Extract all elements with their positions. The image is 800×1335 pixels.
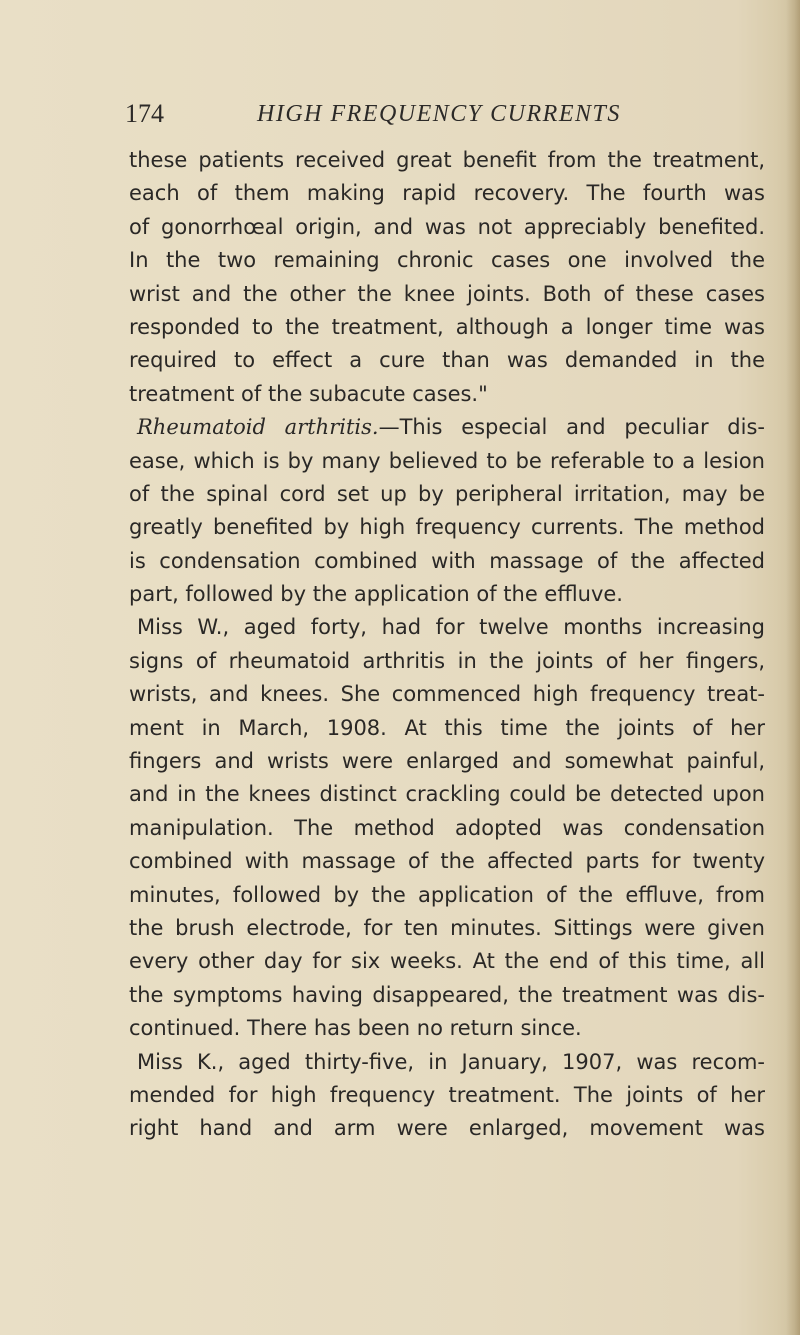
text-line: wrists, and knees. She commenced high frequency treat- — [129, 682, 765, 707]
text-line: signs of rheumatoid arthritis in the joints of her fingers, — [129, 648, 765, 673]
text-line: is condensation combined with massage of the affected — [129, 548, 765, 573]
text-line: Miss K., aged thirty-five, in January, 1907, was recom- — [137, 1049, 765, 1074]
text-line: Miss W., aged forty, had for twelve months increasing — [137, 615, 765, 640]
text-line: every other day for six weeks. At the end of this time, all — [129, 949, 765, 974]
page-edge-shadow — [786, 0, 800, 1335]
text-line: treatment of the subacute cases." — [129, 381, 488, 406]
text-line: each of them making rapid recovery. The fourth was — [129, 181, 765, 206]
text-line: wrist and the other the knee joints. Both of these cases — [129, 281, 765, 306]
text-line: right hand and arm were enlarged, movement was — [129, 1116, 765, 1141]
text-line: and in the knees distinct crackling could be detected upon — [129, 782, 765, 807]
section-heading-line — [129, 411, 765, 444]
text-line: these patients received great benefit from the treatment, — [129, 148, 765, 172]
text-line: fingers and wrists were enlarged and somewhat painful, — [129, 749, 765, 774]
text-line: continued. There has been no return since. — [129, 1016, 582, 1041]
text-line: ment in March, 1908. At this time the joints of her — [129, 715, 765, 740]
text-line: manipulation. The method adopted was condensation — [129, 815, 765, 840]
text-line: combined with massage of the affected parts for twenty — [129, 849, 765, 874]
text-line: responded to the treatment, although a longer time was — [129, 314, 765, 339]
text-line: greatly benefited by high frequency currents. The method — [129, 515, 765, 540]
text-line: required to effect a cure than was demanded in the — [129, 348, 765, 373]
body-text — [129, 144, 765, 1146]
page-number: 174 — [125, 99, 164, 128]
page-header — [0, 97, 800, 137]
text-line: the brush electrode, for ten minutes. Sittings were given — [129, 915, 765, 940]
running-title: HIGH FREQUENCY CURRENTS — [257, 101, 621, 127]
text-line: minutes, followed by the application of the effluve, from — [129, 882, 765, 907]
text-line: the symptoms having disappeared, the treatment was dis- — [129, 982, 765, 1007]
text-line: mended for high frequency treatment. The joints of her — [129, 1082, 765, 1107]
text-line: of the spinal cord set up by peripheral irritation, may be — [129, 481, 765, 506]
section-heading-text: —This especial and peculiar dis- — [378, 415, 765, 440]
text-line: In the two remaining chronic cases one involved the — [129, 248, 765, 273]
text-line: of gonorrhœal origin, and was not appreciably benefited. — [129, 214, 765, 239]
text-line: ease, which is by many believed to be referable to a lesion — [129, 448, 765, 473]
section-heading-italic: Rheumatoid arthritis. — [137, 415, 379, 440]
text-line: part, followed by the application of the effluve. — [129, 582, 623, 607]
